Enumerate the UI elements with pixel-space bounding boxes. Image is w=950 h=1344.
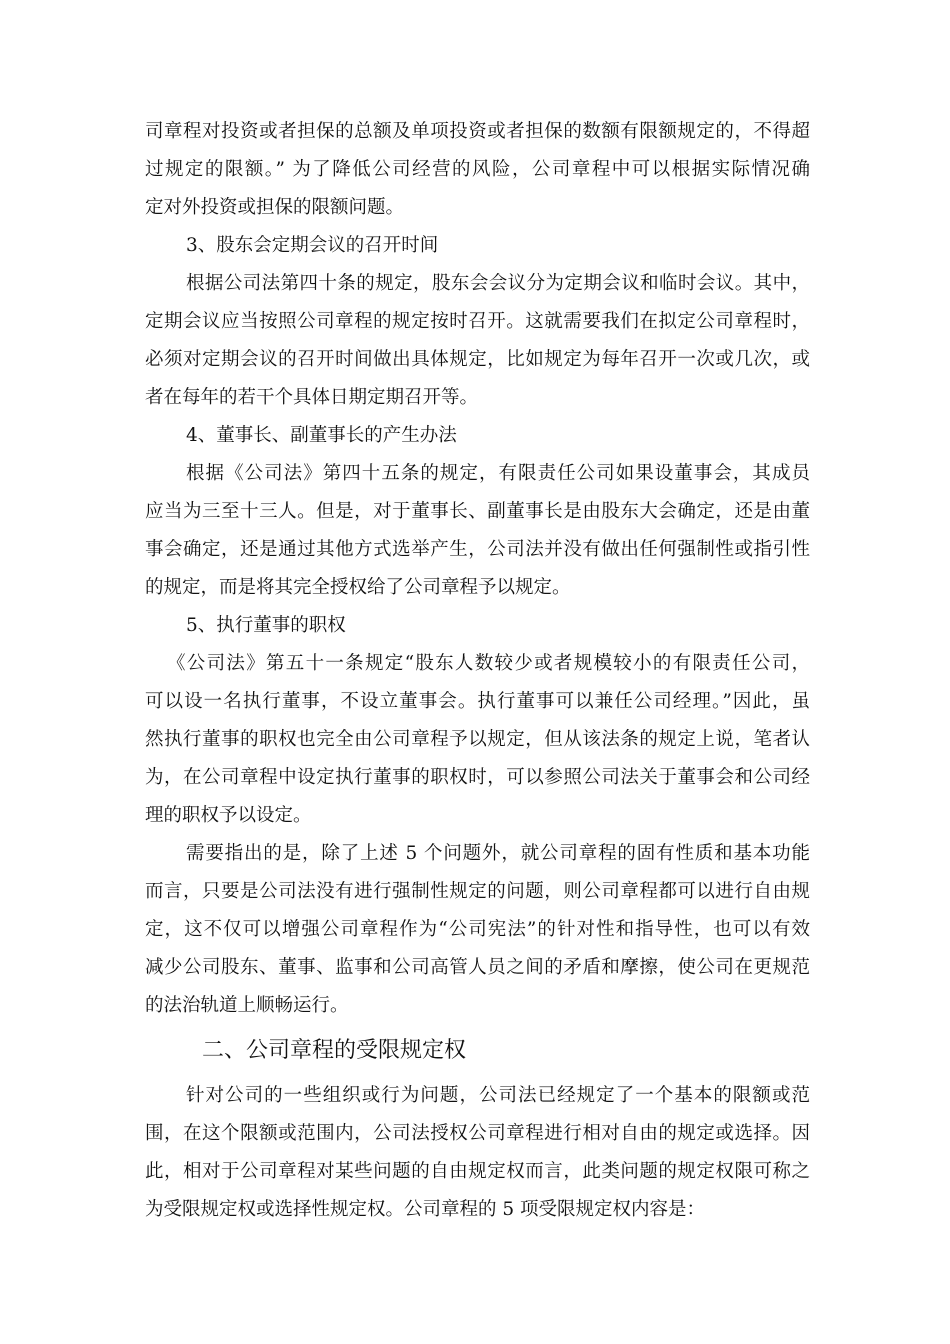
paragraph-summary <box>145 835 810 1025</box>
paragraph-continued <box>145 113 810 227</box>
paragraph-regular-meetings <box>145 265 810 417</box>
text-line: 的法治轨道上顺畅运行。 <box>145 995 349 1016</box>
text-line: 减少公司股东、董事、监事和公司高管人员之间的矛盾和摩擦，使公司在更规范 <box>145 957 810 978</box>
text-line: 为，在公司章程中设定执行董事的职权时，可以参照公司法关于董事会和公司经 <box>145 767 810 788</box>
subheading-4: 4、董事长、副董事长的产生办法 <box>186 425 457 446</box>
text-line: 定对外投资或担保的限额问题。 <box>145 197 405 218</box>
text-line: 应当为三至十三人。但是，对于董事长、副董事长是由股东大会确定，还是由董 <box>145 501 810 522</box>
text-line: 《公司法》第五十一条规定“股东人数较少或者规模较小的有限责任公司， <box>167 653 810 674</box>
text-line: 需要指出的是，除了上述 5 个问题外，就公司章程的固有性质和基本功能 <box>186 843 810 864</box>
section-heading: 二、公司章程的受限规定权 <box>202 1038 467 1063</box>
text-line: 围，在这个限额或范围内，公司法授权公司章程进行相对自由的规定或选择。因 <box>145 1123 810 1144</box>
text-line: 可以设一名执行董事，不设立董事会。执行董事可以兼任公司经理。”因此，虽 <box>145 691 810 712</box>
text-line: 针对公司的一些组织或行为问题，公司法已经规定了一个基本的限额或范 <box>186 1085 810 1106</box>
text-line: 者在每年的若干个具体日期定期召开等。 <box>145 387 479 408</box>
text-line: 根据公司法第四十条的规定，股东会会议分为定期会议和临时会议。其中， <box>186 273 810 294</box>
text-line: 必须对定期会议的召开时间做出具体规定，比如规定为每年召开一次或几次，或 <box>145 349 810 370</box>
text-line: 事会确定，还是通过其他方式选举产生，公司法并没有做出任何强制性或指引性 <box>145 539 810 560</box>
text-line: 然执行董事的职权也完全由公司章程予以规定，但从该法条的规定上说，笔者认 <box>145 729 810 750</box>
document-page <box>145 113 810 1229</box>
paragraph-restricted-rights <box>145 1077 810 1229</box>
paragraph-executive-director <box>145 645 810 835</box>
paragraph-chairman-selection <box>145 455 810 607</box>
text-line: 此，相对于公司章程对某些问题的自由规定权而言，此类问题的规定权限可称之 <box>145 1161 810 1182</box>
text-line: 理的职权予以设定。 <box>145 805 312 826</box>
text-line: 司章程对投资或者担保的总额及单项投资或者担保的数额有限额规定的，不得超 <box>145 121 810 142</box>
text-line: 定期会议应当按照公司章程的规定按时召开。这就需要我们在拟定公司章程时， <box>145 311 810 332</box>
text-line: 而言，只要是公司法没有进行强制性规定的问题，则公司章程都可以进行自由规 <box>145 881 810 902</box>
text-line: 的规定，而是将其完全授权给了公司章程予以规定。 <box>145 577 571 598</box>
text-line: 根据《公司法》第四十五条的规定，有限责任公司如果设董事会，其成员 <box>186 463 810 484</box>
text-line: 过规定的限额。” 为了降低公司经营的风险，公司章程中可以根据实际情况确 <box>145 159 810 180</box>
text-line: 为受限规定权或选择性规定权。公司章程的 5 项受限规定权内容是： <box>145 1199 706 1220</box>
subheading-3: 3、股东会定期会议的召开时间 <box>186 235 439 256</box>
text-line: 定，这不仅可以增强公司章程作为“公司宪法”的针对性和指导性，也可以有效 <box>145 919 810 940</box>
subheading-5: 5、执行董事的职权 <box>186 615 346 636</box>
